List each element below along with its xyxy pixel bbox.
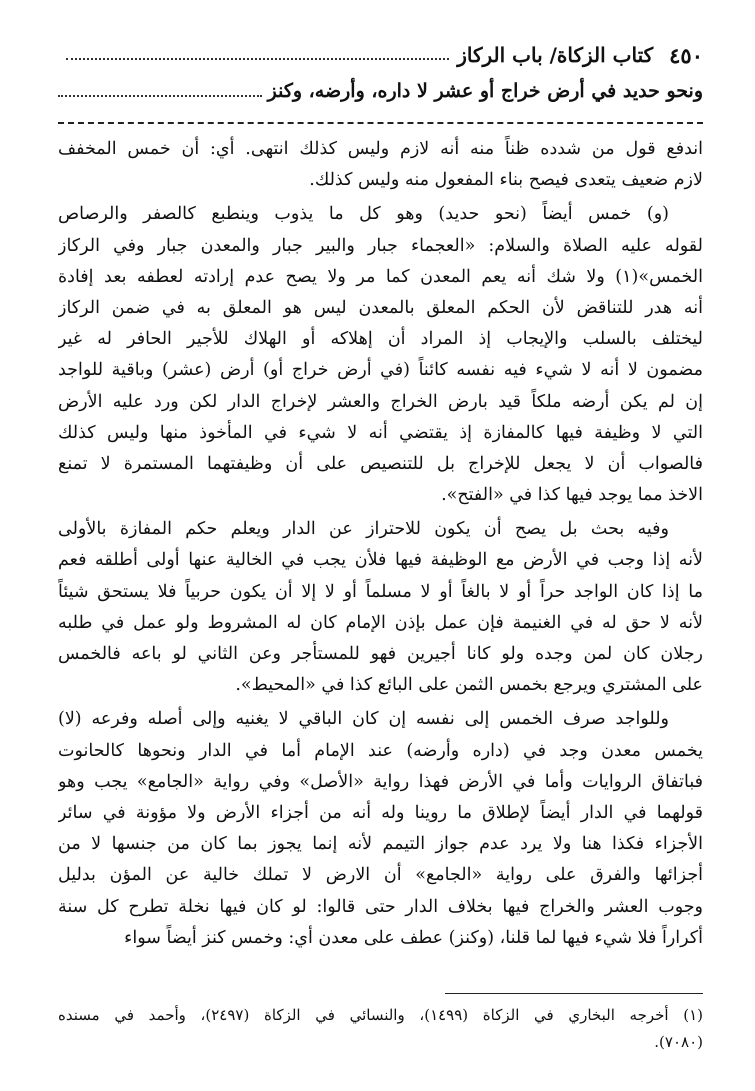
text-line: أجزائها والفرق على رواية «الجامع» أن الارض لا تملك خالية عن المؤن بدليل: [58, 865, 703, 886]
matn-text: ونحو حديد في أرض خراج أو عشر لا داره، وأرضه، وكنز: [267, 80, 703, 102]
chapter-title: كتاب الزكاة/ باب الركاز: [457, 43, 654, 67]
text-line: لقوله عليه الصلاة والسلام: «العجماء جبار والبير جبار والمعدن جبار وفي الركاز: [58, 235, 703, 256]
text-line: إن لم يكن أرضه ملكاً قيد بارض الخراج والعشر لإخراج الدار لكن ورد عليه الأرض: [58, 391, 703, 412]
paragraph: [58, 704, 703, 954]
commentary-body: [58, 134, 703, 957]
text-line: الاخذ مما يوجد فيها كذا في «الفتح».: [441, 485, 703, 506]
text-line: على المشتري ويرجع بخمس الثمن على البائع كذا في «المحيط».: [235, 675, 703, 696]
text-line: أكراراً فلا شيء فيها لما قلنا، (وكنز) عطف على معدن أي: وخمس كنز أيضاً سواء: [124, 927, 703, 948]
text-line: اندفع قول من شدده ظناً منه أنه لازم وليس كذلك انتهى. أي: أن خمس المخفف: [58, 139, 703, 159]
text-line: قولهما في الدار أيضاً لإطلاق ما روينا وله أنه من أجزاء الأرض ولا مؤونة في سائر: [58, 802, 703, 823]
text-line: ما إذا كان الواجد حراً أو لا بالغاً أو لا مسلماً أو لا إلا أن يكون حربياً فلا يستحق شيئاً: [58, 581, 703, 602]
text-line: لازم ضعيف يتعدى فيصح بناء المفعول منه وليس كذلك.: [309, 170, 703, 191]
text-line: لأنه لا حق له في الغنيمة فإن عمل بإذن الإمام كان له المشروط ولو عمل في طلبه: [58, 612, 703, 633]
text-line: وجوب العشر والخراج فيها بخلاف الدار حتى قالوا: لو كان فيها نخلة تطرح كل سنة: [58, 896, 703, 917]
footnote: [58, 1002, 703, 1056]
text-line: التي لا وظيفة فيها كالمفازة إذ يقتضي أنه لا شيء في المأخوذ منها وليس كذلك: [58, 422, 703, 443]
text-line: يخمس معدن وجد في (داره وأرضه) عند الإمام أما في الدار ونحوها كالحانوت: [58, 740, 703, 761]
paragraph: [58, 134, 703, 196]
footnote-line: (١) أخرجه البخاري في الزكاة (١٤٩٩)، والنسائي في الزكاة (٢٤٩٧)، وأحمد في مسنده: [58, 1006, 703, 1024]
running-header: [58, 38, 703, 72]
footnote-line: (٧٠٨٠).: [654, 1033, 703, 1051]
text-line: ليختلف بالسلب والإيجاب إذ المراد أن إهلاكه أو الهلاك للأجير الحافر له غير: [58, 329, 703, 350]
text-line: فباتفاق الروايات وأما في الأرض فهذا رواية «الأصل» وفي رواية «الجامع» يجب وهو: [58, 771, 703, 792]
paragraph: [58, 514, 703, 701]
text-line: فالصواب أن لا يجعل للإخراج بل للتنصيص على أن وظيفتهما المستمرة لا تمنع: [58, 453, 703, 474]
text-line: أنه هدر للتناقض لأن الحكم المعلق بالمعدن ليس هو المعلق به في ضمن الركاز: [58, 297, 703, 318]
matn-heading: [58, 80, 703, 102]
text-line: وفيه بحث بل يصح أن يكون للاحتراز عن الدار ويعلم حكم المفازة بالأولى: [58, 519, 669, 540]
text-line: رجلان كان لمن وجده ولو كانا أجيرين فهو للمستأجر وعن الثاني لو باعه فالخمس: [58, 644, 703, 664]
text-line: مضمون لا أنه لا شيء فيه نفسه كائناً (في أرض خراج أو) أرض (عشر) وباقية للواجد: [58, 360, 703, 381]
text-line: لأنه إذا وجب في الأرض مع الوظيفة فيها فلأن يجب في الخالية عنها أولى أطلقه فعم: [58, 550, 703, 571]
text-line: الأجزاء فكذا هنا ولا يرد عدم جواز التيمم لأنه إنما يجوز بما كان من جنسها لا من: [58, 834, 703, 855]
header-leader-dots: [66, 58, 449, 60]
text-line: وللواجد صرف الخمس إلى نفسه إن كان الباقي لا يغنيه وإلى أصله وفرعه (لا): [58, 709, 669, 730]
text-line: الخمس»(١) ولا شك أنه يعم المعدن كما مر ولا يصح عدم إرادته لعطفه بعد إفادة: [58, 266, 703, 287]
footnote-rule: [445, 993, 703, 994]
page-number: ٤٥٠: [669, 42, 703, 68]
paragraph: [58, 199, 703, 511]
matn-leader-dots: [58, 95, 262, 97]
text-line: (و) خمس أيضاً (نحو حديد) وهو كل ما يذوب وينطبع كالصفر والرصاص: [58, 204, 669, 225]
matn-separator-rule: [58, 122, 703, 124]
